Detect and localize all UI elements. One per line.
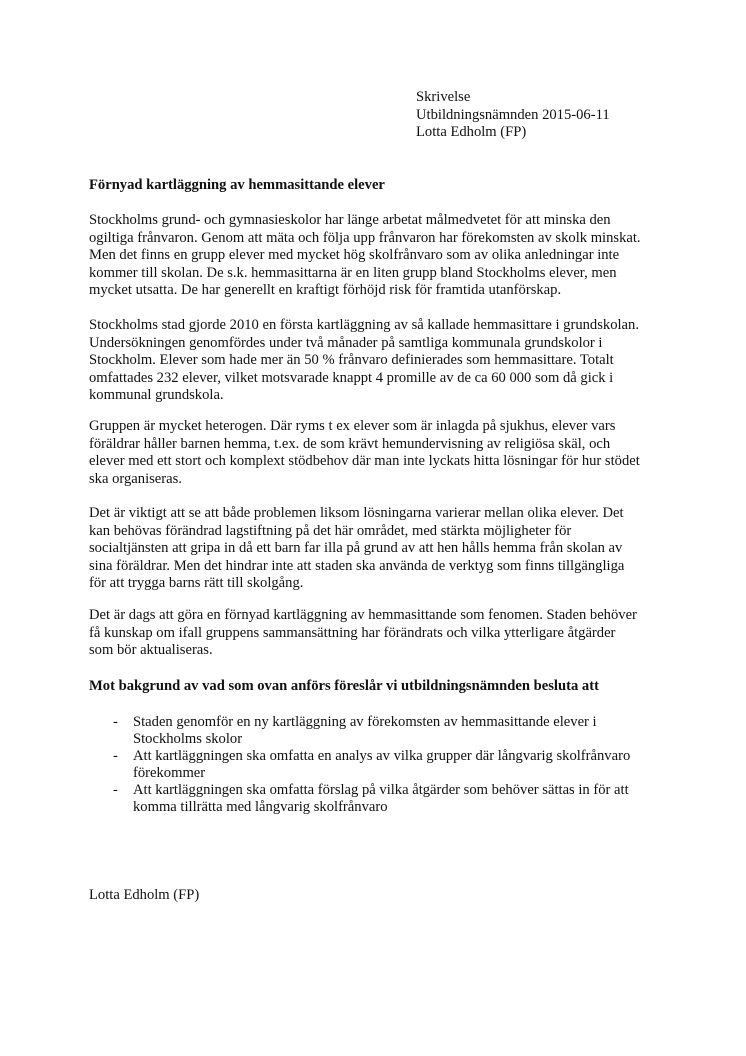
paragraph-2 [89,317,669,405]
list-item [89,782,689,816]
document-title: Förnyad kartläggning av hemmasittande elever [89,177,385,193]
signature: Lotta Edholm (FP) [89,887,200,903]
list-item-line: Staden genomför en ny kartläggning av förekomsten av hemmasittande elever i [133,714,597,730]
paragraph-line: kommer till skolan. De s.k. hemmasittarna är en liten grupp bland Stockholms elever, men [89,264,617,281]
paragraph-line: socialtjänsten att gripa in då ett barn far illa på grund av att hen hålls hemma från skolan av [89,540,623,557]
paragraph-line: Det är dags att göra en förnyad kartläggning av hemmasittande som fenomen. Staden behöver [89,607,637,623]
paragraph-line: sina föräldrar. Men det hindrar inte att staden ska använda de verktyg som finns tillgängliga [89,557,625,574]
paragraph-line: Stockholm. Elever som hade mer än 50 % frånvaro definierades som hemmasittare. Totalt [89,352,614,369]
paragraph-line: föräldrar håller barnen hemma, t.ex. de som krävt hemundervisning av religiösa skäl, och [89,435,611,452]
proposal-heading: Mot bakgrund av vad som ovan anförs föreslår vi utbildningsnämnden besluta att [89,678,599,694]
paragraph-line: ska organiseras. [89,470,182,487]
list-item-line: Att kartläggningen ska omfatta en analys av vilka grupper där långvarig skolfrånvaro [133,748,631,764]
header-author: Lotta Edholm (FP) [416,124,527,140]
list-item [89,748,689,782]
paragraph-5 [89,607,669,660]
paragraph-4 [89,505,669,593]
committee-date: Utbildningsnämnden 2015-06-11 [416,106,610,123]
list-dash: - [113,748,118,764]
list-item-line: Stockholms skolor [133,731,243,747]
document-type: Skrivelse [416,89,471,105]
paragraph-line: som bör aktualiseras. [89,642,213,659]
paragraph-line: Stockholms stad gjorde 2010 en första kartläggning av så kallade hemmasittare i grundskolan. [89,317,639,333]
paragraph-line: omfattades 232 elever, vilket motsvarade knappt 4 promille av de ca 60 000 som då gick i [89,369,614,386]
paragraph-line: Stockholms grund- och gymnasieskolor har länge arbetat målmedvetet för att minska den [89,212,611,228]
list-item [89,714,689,748]
paragraph-line: Gruppen är mycket heterogen. Där ryms t ex elever som är inlagda på sjukhus, elever vars [89,418,616,434]
list-item-line: Att kartläggningen ska omfatta förslag på vilka åtgärder som behöver sättas in för att [133,782,629,798]
paragraph-line: kommunal grundskola. [89,387,224,404]
document-header [416,89,610,142]
paragraph-line: få kunskap om ifall gruppens sammansättning har förändrats och vilka ytterligare åtgärder [89,624,616,641]
paragraph-line: Undersökningen genomfördes under två månader på samtliga kommunala grundskolor i [89,334,603,351]
paragraph-1 [89,212,669,300]
paragraph-line: elever med ett stort och komplext stödbehov där man inte lyckats hitta lösningar för hur stödet [89,453,640,470]
paragraph-line: för att trygga barns rätt till skolgång. [89,575,304,592]
paragraph-line: Det är viktigt att se att både problemen liksom lösningarna varierar mellan olika elever. Det [89,505,624,521]
paragraph-line: ogiltiga frånvaron. Genom att mäta och följa upp frånvaron har förekomsten av skolk minskat. [89,229,641,246]
list-item-line: förekommer [133,765,206,781]
paragraph-line: Men det finns en grupp elever med mycket hög skolfrånvaro som av olika anledningar inte [89,247,620,264]
list-item-line: komma tillrätta med långvarig skolfrånvaro [133,799,388,815]
proposal-list [89,714,689,816]
list-dash: - [113,714,118,730]
list-dash: - [113,782,118,798]
paragraph-line: mycket utsatta. De har generellt en kraftigt förhöjd risk för framtida utanförskap. [89,282,562,299]
paragraph-3 [89,418,669,488]
paragraph-line: kan behövas förändrad lagstiftning på det här området, med stärkta möjligheter för [89,522,572,539]
